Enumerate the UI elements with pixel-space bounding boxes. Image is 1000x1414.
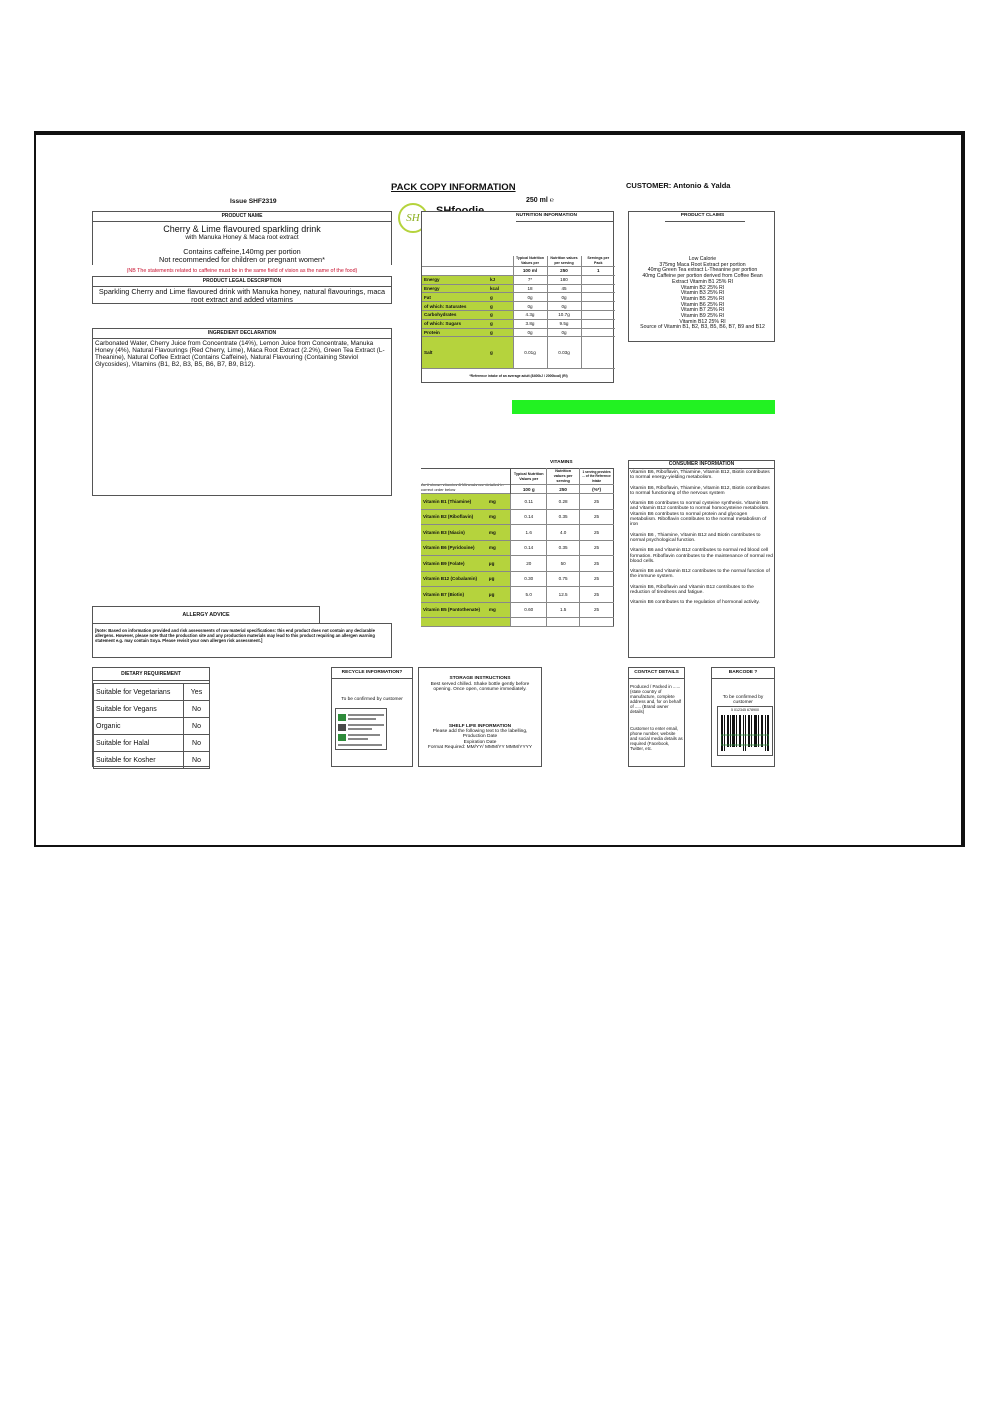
consumer-para: Vitamin B6, Riboflavin, Thiamine, Vitamin B12, Biotin contributes to normal functioning of the nervous system — [630, 485, 770, 496]
product-claims-list — [629, 257, 776, 331]
nutrition-footnote: *Reference intake of an average adult (8400kJ / 2000kcal) (RI) — [469, 374, 568, 378]
dietary-row — [94, 701, 210, 718]
consumer-info-header: CONSUMER INFORMATION — [629, 461, 774, 469]
contact-details-box — [628, 667, 685, 767]
nutrition-header-rule — [516, 221, 614, 222]
nutrient-value-serving: 45 — [547, 284, 581, 293]
shelf-life-line: Format Required: MM/YY/ MMM/YY MMM/YYYY — [427, 745, 533, 751]
legal-description-header: PRODUCT LEGAL DESCRIPTION — [93, 277, 391, 287]
vitamin-unit: µg — [487, 556, 511, 572]
vitamin-value-100g: 20 — [511, 556, 547, 572]
nutrient-value-100ml: 0g — [513, 328, 547, 337]
shelf-life-line: Expiration Date — [463, 739, 497, 745]
dietary-label: Suitable for Vegetarians — [94, 684, 184, 701]
vitamin-unit: µg — [487, 571, 511, 587]
claim-line: Low Calorie — [688, 256, 717, 262]
vitamin-value-100g: 0.30 — [511, 571, 547, 587]
vitamins-side-note: As it shown vitamins & Minerals are detailed in correct order below — [421, 482, 504, 492]
vitamin-unit: mg — [487, 540, 511, 556]
page-title: PACK COPY INFORMATION — [391, 182, 516, 193]
consumer-info-box — [628, 460, 775, 658]
vitamin-value-serving: 0.35 — [547, 509, 580, 525]
claim-line: Vitamin B5 25% RI — [680, 295, 725, 302]
nutrition-col1-unit: 100 ml — [513, 267, 547, 276]
nutrient-name: Energy — [422, 284, 488, 293]
highlight-bar — [512, 400, 775, 414]
vitamin-ri-percent: 25 — [580, 571, 614, 587]
nutrient-name: of which: Sugars — [422, 319, 488, 328]
vitamin-name: Vitamin B12 (Cobalamin) — [421, 571, 487, 587]
vitamins-col2-unit: 250 — [547, 485, 580, 494]
shelf-life-text — [419, 729, 541, 751]
vitamin-row — [421, 494, 614, 510]
contact-header: CONTACT DETAILS — [629, 668, 684, 679]
vitamin-ri-percent: 25 — [580, 494, 614, 510]
consumer-para: Vitamin B6 and Vitamin B12 contributes to normal red blood cell formation. Riboflavin contributes to the maintenance of normal red blood cells. — [630, 548, 773, 564]
vitamin-name: Vitamin B9 (Folate) — [421, 556, 487, 572]
issue-label: Issue SHF2319 — [230, 198, 277, 205]
allergy-header-box — [92, 606, 320, 623]
vitamin-unit: mg — [487, 509, 511, 525]
vitamin-unit: mg — [487, 525, 511, 541]
barcode-image-icon — [717, 706, 773, 756]
barcode-bars-icon — [721, 715, 769, 751]
nutrition-row — [422, 293, 615, 302]
vitamin-ri-percent: 25 — [580, 509, 614, 525]
vitamins-col1-unit: 100 g — [511, 485, 547, 494]
vitamin-name: Vitamin B2 (Riboflavin) — [421, 509, 487, 525]
vitamin-ri-percent: 25 — [580, 525, 614, 541]
vitamin-row — [421, 602, 614, 618]
dietary-value: No — [184, 735, 210, 752]
nutrition-col3-header: Servings per Pack — [581, 256, 615, 267]
nutrient-name: of which: Saturates — [422, 302, 488, 311]
nutrient-unit: kcal — [488, 284, 513, 293]
caffeine-statement-2: Not recommended for children or pregnant women* — [159, 255, 325, 264]
storage-header: STORAGE INSTRUCTIONS — [449, 676, 511, 681]
recycle-labels-icon — [335, 708, 387, 750]
claims-header-rule — [665, 221, 745, 222]
dietary-label: Suitable for Halal — [94, 735, 184, 752]
vitamin-unit: mg — [487, 494, 511, 510]
nutrient-value-serving: 10.7g — [547, 310, 581, 319]
dietary-value: Yes — [184, 684, 210, 701]
recycle-header: RECYCLE INFORMATION? — [332, 668, 412, 679]
claim-line: Vitamin B2 25% RI — [680, 284, 725, 291]
shelf-life-header: SHELF LIFE INFORMATION — [448, 723, 512, 729]
caffeine-note: (NB The statements related to caffeine must be in the same field of vision as the name of the food) — [126, 268, 358, 274]
vitamin-value-serving: 0.75 — [547, 571, 580, 587]
nutrition-col2-header: Nutrition values per serving — [547, 256, 581, 267]
storage-text: Best served chilled. Shake bottle gently before opening. Once open, consume immediately. — [430, 682, 530, 693]
nutrient-unit: g — [488, 337, 513, 369]
nutrition-row — [422, 284, 615, 293]
nutrient-value-serving: 9.5g — [547, 319, 581, 328]
nutrient-value-serving: 0g — [547, 302, 581, 311]
nutrient-value-100ml: 0g — [513, 293, 547, 302]
consumer-para: Vitamin B6, Riboflavin, Thiamine, Vitamin B12, Biotin contributes to normal energy-yielding metabolism. — [630, 470, 770, 481]
nutrition-row — [422, 328, 615, 337]
vitamin-name: Vitamin B1 (Thiamine) — [421, 494, 487, 510]
legal-description-box — [92, 276, 392, 304]
claim-line: 375mg Maca Root Extract per portion — [659, 261, 746, 268]
barcode-text: To be confirmed by customer — [722, 695, 764, 706]
nutrient-unit: g — [488, 293, 513, 302]
dietary-label: Suitable for Vegans — [94, 701, 184, 718]
nutrition-col3-unit: 1 — [581, 267, 615, 276]
volume-label: 250 ml ℮ — [526, 197, 554, 204]
vitamin-value-100g: 0.14 — [511, 509, 547, 525]
nutrient-unit: g — [488, 319, 513, 328]
product-name-line1: Cherry & Lime flavoured sparkling drink — [163, 224, 321, 234]
ingredient-header: INGREDIENT DECLARATION — [93, 329, 391, 339]
vitamin-value-serving: 12.5 — [547, 587, 580, 603]
dietary-requirement-box — [92, 667, 210, 767]
vitamin-ri-percent: 25 — [580, 556, 614, 572]
claim-line: Vitamin B6 25% RI — [680, 301, 725, 308]
nutrition-col1-header: Typical Nutrition Values per — [513, 256, 547, 267]
recycle-text: To be confirmed by customer — [341, 697, 403, 702]
nutrient-value-serving: 0.03g — [547, 337, 581, 369]
product-claims-header: PRODUCT CLAIMS — [680, 213, 725, 218]
nutrient-value-100ml: 0.01g — [513, 337, 547, 369]
customer-label: CUSTOMER: Antonio & Yalda — [626, 181, 731, 190]
vitamin-name: Vitamin B3 (Niacin) — [421, 525, 487, 541]
nutrient-name: Salt — [422, 337, 488, 369]
nutrient-value-serving: 0g — [547, 328, 581, 337]
dietary-value: No — [184, 752, 210, 769]
dietary-table — [93, 683, 210, 769]
allergy-header: ALLERGY ADVICE — [182, 612, 230, 618]
nutrition-row — [422, 310, 615, 319]
dietary-row — [94, 752, 210, 769]
dietary-header: DIETARY REQUIREMENT — [93, 668, 209, 681]
dietary-row — [94, 735, 210, 752]
barcode-box — [711, 667, 775, 767]
vitamin-row — [421, 556, 614, 572]
nutrient-name: Fat — [422, 293, 488, 302]
dietary-row — [94, 684, 210, 701]
consumer-para: Vitamin B6 contributes to the regulation of hormonal activity. — [630, 600, 760, 606]
nutrient-value-serving: 0g — [547, 293, 581, 302]
dietary-row — [94, 718, 210, 735]
vitamins-col2-header: Nutrition values per serving — [547, 469, 580, 485]
claim-line: 40mg Green Tea extract L-Theanine per portion — [647, 267, 758, 274]
vitamin-value-100g: 0.11 — [511, 494, 547, 510]
barcode-digits: 5 012345 678900 — [731, 708, 759, 712]
contact-text: Produced / Packed in ...... (state country of manufacture, complete address and, for on behalf of ..... (Brand owner details) — [630, 684, 682, 714]
vitamin-value-serving: 50 — [547, 556, 580, 572]
caffeine-statement-1: Contains caffeine,140mg per portion — [183, 247, 301, 256]
vitamin-value-serving: 0.28 — [547, 494, 580, 510]
dietary-value: No — [184, 701, 210, 718]
claim-line: Vitamin B9 25% RI — [680, 313, 725, 320]
vitamin-ri-percent: 25 — [580, 587, 614, 603]
allergy-note: [Note: Based on information provided and risk assessments of raw material specifications: this end product does not contain any declarable allergens. However, please note that the production site and any production materials may lead to this product requiring an allergen warning statement e.g. may contain Soya. Please revisit your own allergen risk assessment.] — [95, 628, 375, 643]
consumer-info-text — [629, 469, 774, 607]
barcode-header: BARCODE ? — [712, 668, 774, 679]
dietary-value: No — [184, 718, 210, 735]
vitamin-ri-percent: 25 — [580, 602, 614, 618]
vitamin-name: Vitamin B7 (Biotin) — [421, 587, 487, 603]
consumer-para: Vitamin B6 , Thiamine, Vitamin B12 and Biotin contributes to normal psychological function. — [630, 532, 761, 543]
vitamins-col3-unit: (%*) — [580, 485, 614, 494]
nutrient-value-100ml: 4.3g — [513, 310, 547, 319]
vitamin-name: Vitamin B5 (Pantothenate) — [421, 602, 487, 618]
vitamin-ri-percent: 25 — [580, 540, 614, 556]
vitamins-table — [421, 468, 614, 627]
product-name-box — [92, 211, 392, 265]
nutrient-unit: g — [488, 310, 513, 319]
claim-line: Extract Vitamin B1 25% RI — [671, 278, 734, 285]
vitamin-row — [421, 587, 614, 603]
vitamin-value-100g: 5.0 — [511, 587, 547, 603]
vitamin-value-100g: 0.60 — [511, 602, 547, 618]
vitamin-unit: mg — [487, 602, 511, 618]
nutrient-unit: g — [488, 328, 513, 337]
consumer-para: Vitamin B6, Riboflavin and Vitamin B12 contributes to the reduction of tiredness and fatigue. — [630, 584, 754, 596]
vitamin-name: Vitamin B6 (Pyridoxine) — [421, 540, 487, 556]
recycle-info-box — [331, 667, 413, 767]
vitamin-unit: µg — [487, 587, 511, 603]
vitamin-value-serving: 4.0 — [547, 525, 580, 541]
vitamins-col3-header: 1 serving provides ... of the Reference Intake — [580, 469, 614, 485]
nutrition-col2-unit: 250 — [547, 267, 581, 276]
allergy-advice-box — [92, 623, 392, 658]
product-name-header: PRODUCT NAME — [93, 212, 391, 222]
nutrient-name: Carbohydrates — [422, 310, 488, 319]
nutrient-name: Energy — [422, 275, 488, 284]
claim-line: Vitamin B3 25% RI — [680, 290, 725, 297]
nutrition-row — [422, 302, 615, 311]
contact-text-2: Customer to enter email, phone number, website and social media details as required (Facebook, Twitter, etc. — [630, 726, 683, 751]
claim-line: 40mg Caffeine per portion derived from Coffee Bean — [642, 273, 763, 280]
vitamin-value-serving: 0.35 — [547, 540, 580, 556]
nutrition-row — [422, 319, 615, 328]
nutrition-row — [422, 275, 615, 284]
product-claims-box — [628, 211, 775, 342]
nutrient-value-100ml: 0g — [513, 302, 547, 311]
nutrient-value-100ml: 7* — [513, 275, 547, 284]
nutrient-name: Protein — [422, 328, 488, 337]
vitamin-value-100g: 0.14 — [511, 540, 547, 556]
legal-description-text: Sparkling Cherry and Lime flavoured drink with Manuka honey, natural flavourings, maca root extract and added vitamins — [98, 287, 386, 304]
dietary-label: Suitable for Kosher — [94, 752, 184, 769]
ingredient-text: Carbonated Water, Cherry Juice from Concentrate (14%), Lemon Juice from Concentrate, Manuka Honey (4%), Natural Flavourings (Red Cherry, Lime), Maca Root Extract (2.2%), Green Tea Extract (L-Theanine), Natural Coffee Extract (Contains Caffeine), Natural Flavouring (Containing Steviol Glycosides), Vitamins (B1, B2, B3, B5, B6, B7, B9, B12). — [95, 340, 385, 368]
nutrient-value-serving: 180 — [547, 275, 581, 284]
nutrition-info-box — [421, 211, 614, 383]
logo-mark-icon: SH — [398, 203, 428, 233]
consumer-para: Vitamin B6 contributes to normal cysteine synthesis. Vitamin B6 and Vitamin B12 contribute to normal homocysteine metabolism. Vitamin B6 contributes to normal protein and glycogen metabolism. Riboflavin contributes to the normal metabolism of iron — [630, 501, 770, 528]
nutrition-row — [422, 337, 615, 369]
ingredient-declaration-box — [92, 328, 392, 496]
vitamin-row — [421, 540, 614, 556]
claim-line: Vitamin B7 25% RI — [680, 307, 725, 314]
consumer-para: Vitamin B6 and Vitamin B12 contributes to the normal function of the immune system. — [630, 569, 770, 580]
product-name-line2: with Manuka Honey & Maca root extract — [185, 234, 299, 241]
shelf-life-line: Production Date — [462, 734, 498, 740]
shelf-life-line: Please add the following text to the labelling, — [432, 728, 528, 734]
vitamins-col1-header: Typical Nutrition Values per — [511, 469, 547, 485]
dietary-label: Organic — [94, 718, 184, 735]
pack-copy-sheet — [34, 131, 965, 847]
vitamin-row — [421, 525, 614, 541]
nutrition-table — [422, 256, 615, 369]
nutrient-value-100ml: 18 — [513, 284, 547, 293]
vitamin-row — [421, 571, 614, 587]
vitamins-header: VITAMINS — [550, 460, 573, 465]
vitamin-row — [421, 509, 614, 525]
storage-instructions-box — [418, 667, 542, 767]
nutrient-value-100ml: 3.8g — [513, 319, 547, 328]
claim-line: Vitamin B12 25% RI — [679, 318, 726, 325]
vitamin-value-100g: 1.6 — [511, 525, 547, 541]
nutrition-header: NUTRITION INFORMATION — [516, 213, 577, 218]
nutrient-unit: g — [488, 302, 513, 311]
nutrient-unit: kJ — [488, 275, 513, 284]
vitamin-value-serving: 1.5 — [547, 602, 580, 618]
claim-line: Source of Vitamin B1, B2, B3, B5, B6, B7, B9 and B12 — [640, 324, 765, 331]
